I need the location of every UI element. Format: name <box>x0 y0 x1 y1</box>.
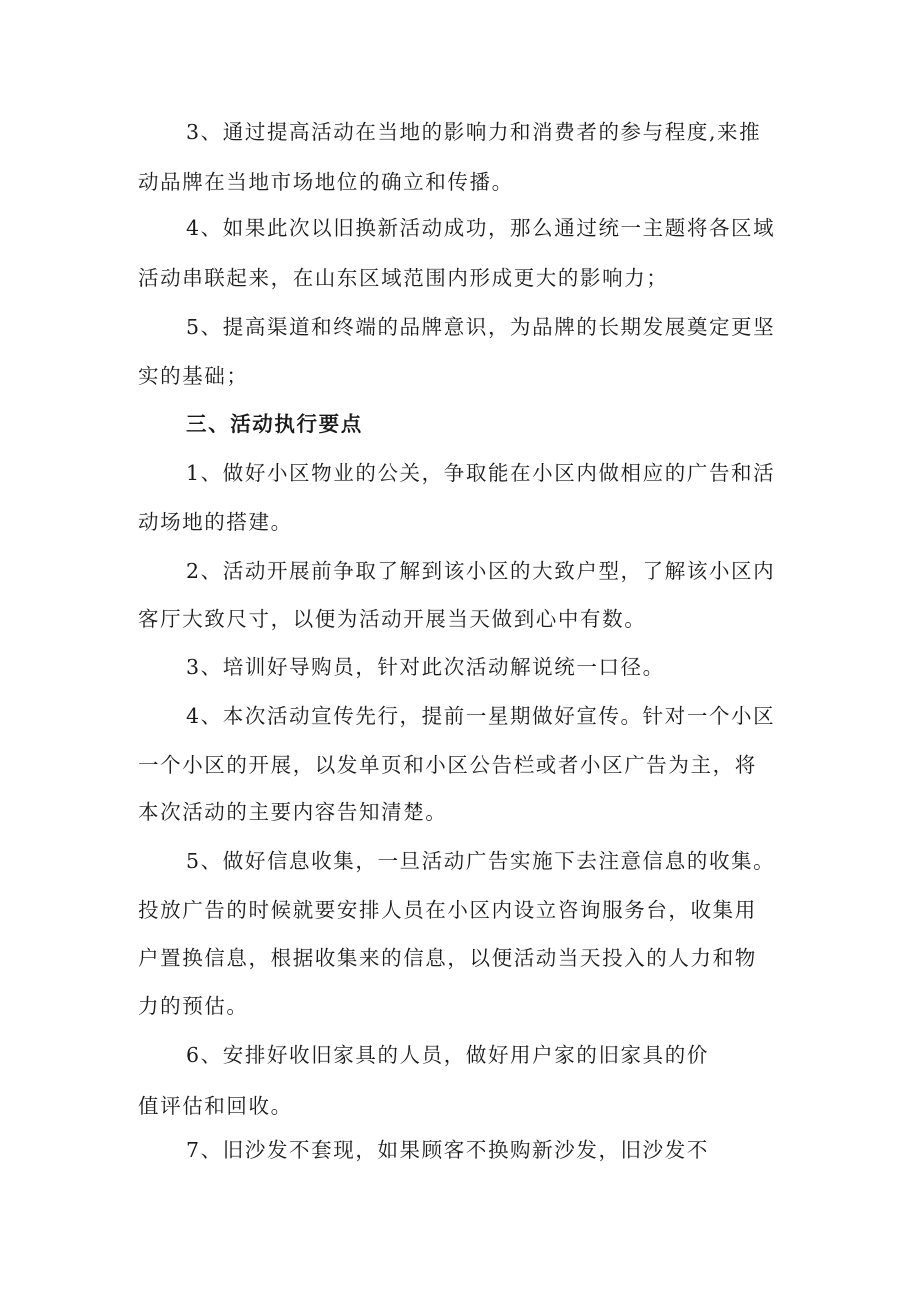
item-6-line-1: 6、安排好收旧家具的人员，做好用户家的旧家具的价 <box>186 1043 709 1067</box>
paragraph-5-line-1: 5、提高渠道和终端的品牌意识，为品牌的长期发展奠定更坚 <box>186 315 776 339</box>
item-5-line-4: 力的预估。 <box>138 994 249 1018</box>
item-4-line-1: 4、本次活动宣传先行，提前一星期做好宣传。针对一个小区 <box>186 704 776 728</box>
paragraph-3-line-1: 3、通过提高活动在当地的影响力和消费者的参与程度,来推 <box>186 120 762 144</box>
item-5-line-2: 投放广告的时候就要安排人员在小区内设立咨询服务台，收集用 <box>138 898 757 922</box>
paragraph-3-line-2: 动品牌在当地市场地位的确立和传播。 <box>138 170 514 194</box>
item-1-line-2: 动场地的搭建。 <box>138 510 293 534</box>
item-3-line-1: 3、培训好导购员，针对此次活动解说统一口径。 <box>186 655 665 679</box>
item-5-line-3: 户置换信息，根据收集来的信息，以便活动当天投入的人力和物 <box>138 946 757 970</box>
item-6-line-2: 值评估和回收。 <box>138 1094 293 1118</box>
item-2-line-1: 2、活动开展前争取了解到该小区的大致户型，了解该小区内 <box>186 559 776 583</box>
paragraph-4-line-1: 4、如果此次以旧换新活动成功，那么通过统一主题将各区域 <box>186 216 776 240</box>
paragraph-5-line-2: 实的基础； <box>138 364 249 388</box>
item-4-line-2: 一个小区的开展，以发单页和小区公告栏或者小区广告为主，将 <box>138 753 757 777</box>
item-5-line-1: 5、做好信息收集，一旦活动广告实施下去注意信息的收集。 <box>186 849 776 873</box>
paragraph-4-line-2: 活动串联起来，在山东区域范围内形成更大的影响力； <box>138 266 669 290</box>
item-1-line-1: 1、做好小区物业的公关，争取能在小区内做相应的广告和活 <box>186 461 776 485</box>
item-7-line-1: 7、旧沙发不套现，如果顾客不换购新沙发，旧沙发不 <box>186 1138 709 1162</box>
item-4-line-3: 本次活动的主要内容告知清楚。 <box>138 800 448 824</box>
item-2-line-2: 客厅大致尺寸，以便为活动开展当天做到心中有数。 <box>138 607 647 631</box>
section-heading: 三、活动执行要点 <box>186 412 363 436</box>
